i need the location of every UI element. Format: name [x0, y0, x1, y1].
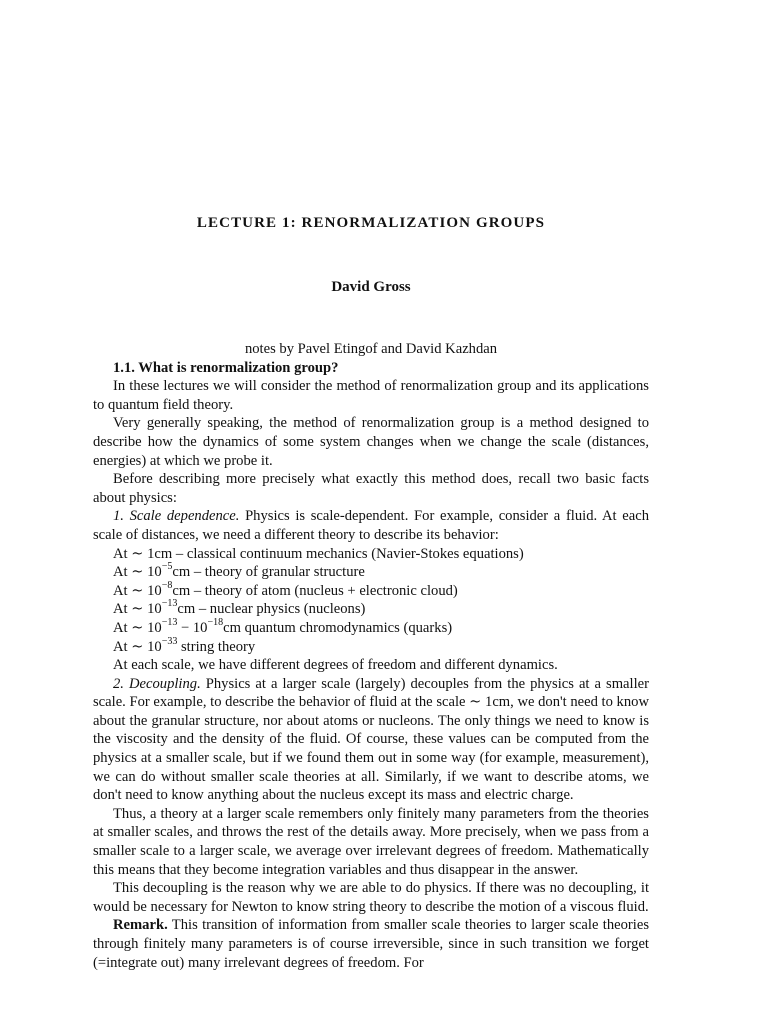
paragraph-scale-end: At each scale, we have different degrees of freedom and different dynamics. — [113, 657, 558, 674]
scale-item: At ∼ $10^{-13}cm$ – nuclear physics (nucleons) — [113, 598, 366, 618]
paragraph-decoupling — [93, 675, 649, 805]
lecture-title: LECTURE 1: RENORMALIZATION GROUPS — [196, 215, 546, 231]
paragraph-scale-dependence — [93, 507, 649, 544]
scale-item: At ∼ $10^{-13} - 10^{-18}cm$ quantum chromodynamics (quarks) — [113, 617, 453, 636]
notes-credit: notes by Pavel Etingof and David Kazhdan — [244, 341, 498, 357]
paragraph-intro: In these lectures we will consider the method of renormalization group and its applications to quantum field theory. — [93, 378, 649, 413]
remark-text: This transition of information from smaller scale theories to larger scale theories through finitely many parameters is of course irreversible, since in such transition we forget (=integrate out) many irrelevant degrees of freedom. For — [93, 917, 649, 971]
scale-item: At ∼ 1cm – classical continuum mechanics (Navier-Stokes equations) — [113, 545, 524, 562]
fact1-text: Physics is scale-dependent. For example, consider a fluid. At each scale of distances, we need a different theory to describe its behavior: — [93, 508, 649, 543]
fact1-label: 1. Scale dependence. — [113, 508, 240, 525]
body-text — [93, 340, 649, 972]
scale-item: At ∼ $10^{-5}cm$ – theory of granular structure — [113, 561, 365, 581]
paragraph-definition: Very generally speaking, the method of renormalization group is a method designed to describe how the dynamics of some system changes when we change the scale (distances, energies) at which we probe it. — [93, 415, 649, 469]
paragraph-remark — [93, 916, 649, 972]
author-name: David Gross — [331, 279, 411, 295]
remark-label: Remark. — [113, 917, 168, 934]
paragraph-thus: Thus, a theory at a larger scale remembers only finitely many parameters from the theories at smaller scales, and throws the rest of the details away. More precisely, when we pass from a smaller scale to a larger scale, we average over irrelevant degrees of freedom. Mathematically this means that they become integration variables and thus disappear in the answer. — [93, 805, 649, 878]
scale-item: At ∼ $10^{-8}cm$ – theory of atom (nucleus + electronic cloud) — [113, 579, 458, 599]
paragraph-facts: Before describing more precisely what exactly this method does, recall two basic facts about physics: — [93, 471, 649, 506]
paragraph-decoupling-reason: This decoupling is the reason why we are able to do physics. If there was no decoupling, it would be necessary for Newton to know string theory to describe the motion of a viscous fluid. — [93, 880, 649, 915]
scale-item: At ∼ $10^{-33}$ string theory — [113, 635, 256, 655]
fact2-label: 2. Decoupling. — [113, 675, 201, 692]
section-heading: 1.1. What is renormalization group? — [113, 359, 339, 376]
fact2-text: Physics at a larger scale (largely) decouples from the physics at a smaller scale. For example, to describe the behavior of fluid at the scale ∼ 1cm, we don't need to know about the granular structure, nor about atoms or nucleons. The only things we need to know is the viscosity and the density of the fluid. Of course, these values can be computed from the physics at a smaller scale, but if we found them out in some way (for example, measurement), we can do without smaller scale theories at all. Similarly, if we want to describe atoms, we don't need to know anything about the nucleus except its mass and electric charge. — [93, 675, 649, 804]
